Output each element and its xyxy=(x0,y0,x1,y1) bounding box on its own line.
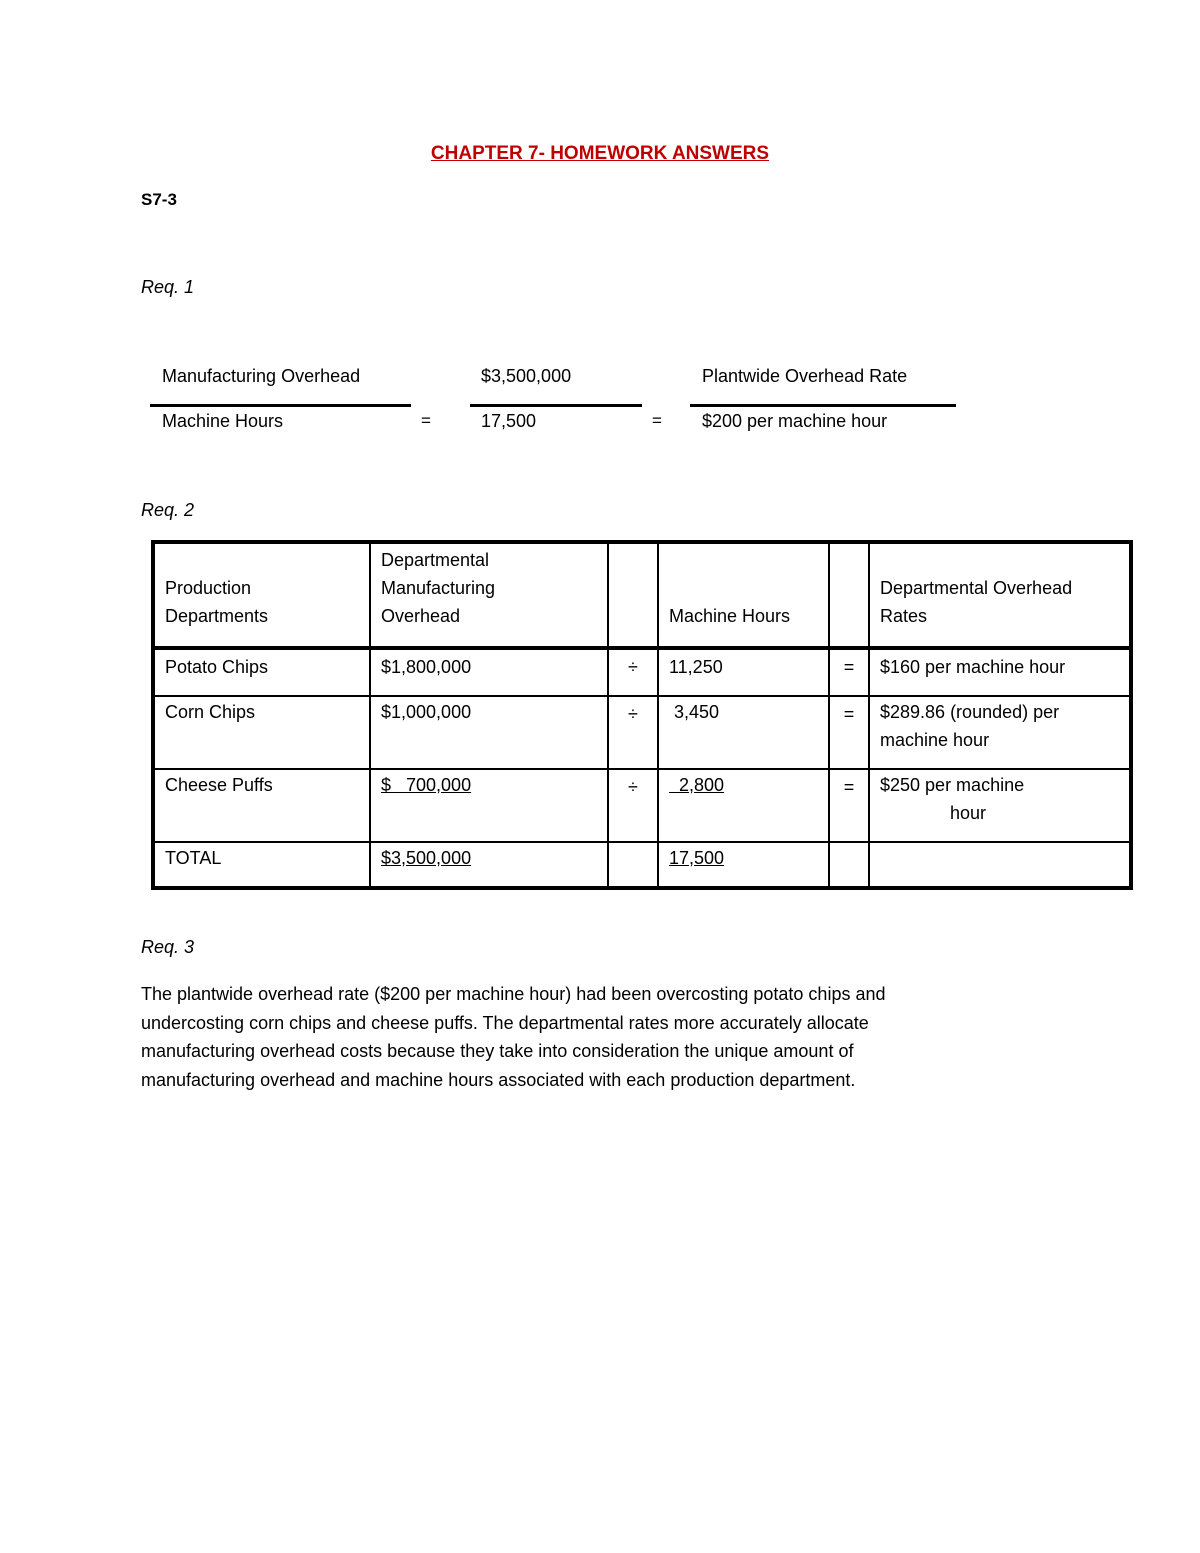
req1-numerator-2: $3,500,000 xyxy=(481,366,572,386)
equals-sign: = xyxy=(829,648,869,696)
equals-sign: = xyxy=(829,769,869,842)
equals-sign-2: = xyxy=(652,411,662,430)
header-departmental-overhead: Departmental Manufacturing Overhead xyxy=(370,542,608,648)
table-row xyxy=(153,696,1131,769)
header-blank-eq xyxy=(829,542,869,648)
page-title: CHAPTER 7- HOMEWORK ANSWERS xyxy=(430,143,770,164)
equals-sign: = xyxy=(829,696,869,769)
req1-denominator-3: $200 per machine hour xyxy=(702,411,888,431)
department-cell: Potato Chips xyxy=(153,648,370,696)
rate-cell: $250 per machine hour xyxy=(869,769,1131,842)
req1-label: Req. 1 xyxy=(141,277,195,297)
total-hours: 17,500 xyxy=(658,842,829,888)
department-cell: Corn Chips xyxy=(153,696,370,769)
blank-cell xyxy=(608,842,658,888)
divide-sign: ÷ xyxy=(608,769,658,842)
hours-cell: 11,250 xyxy=(658,648,829,696)
fraction-bar-1 xyxy=(150,404,411,407)
divide-sign: ÷ xyxy=(608,648,658,696)
header-blank-op xyxy=(608,542,658,648)
overhead-cell: $1,000,000 xyxy=(370,696,608,769)
rate-cell: $160 per machine hour xyxy=(869,648,1131,696)
header-production-departments: Production Departments xyxy=(153,542,370,648)
total-label: TOTAL xyxy=(153,842,370,888)
header-overhead-rates: Departmental Overhead Rates xyxy=(869,542,1131,648)
req1-denominator-2: 17,500 xyxy=(481,411,537,431)
equals-sign-1: = xyxy=(421,411,431,430)
req1-numerator-3: Plantwide Overhead Rate xyxy=(702,366,908,386)
table-total-row xyxy=(153,842,1131,888)
fraction-bar-3 xyxy=(690,404,956,407)
req3-label: Req. 3 xyxy=(141,937,195,957)
fraction-bar-2 xyxy=(470,404,642,407)
blank-cell xyxy=(869,842,1131,888)
req1-denominator-1: Machine Hours xyxy=(162,411,284,431)
req1-numerator-1: Manufacturing Overhead xyxy=(162,366,361,386)
table-header-row xyxy=(153,542,1131,648)
header-machine-hours: Machine Hours xyxy=(658,542,829,648)
blank-cell xyxy=(829,842,869,888)
divide-sign: ÷ xyxy=(608,696,658,769)
hours-cell: 2,800 xyxy=(658,769,829,842)
problem-number: S7-3 xyxy=(141,190,177,209)
table-row xyxy=(153,648,1131,696)
hours-cell: 3,450 xyxy=(658,696,829,769)
departmental-rates-table xyxy=(151,540,1133,890)
overhead-cell: $ 700,000 xyxy=(370,769,608,842)
req2-label: Req. 2 xyxy=(141,500,195,520)
overhead-cell: $1,800,000 xyxy=(370,648,608,696)
rate-cell: $289.86 (rounded) per machine hour xyxy=(869,696,1131,769)
total-overhead: $3,500,000 xyxy=(370,842,608,888)
department-cell: Cheese Puffs xyxy=(153,769,370,842)
table-row xyxy=(153,769,1131,842)
req3-answer-paragraph: The plantwide overhead rate ($200 per machine hour) had been overcosting potato chips and undercosting corn chips and cheese puffs. The departmental rates more accurately allocate manufacturing overhead costs because they take into consideration the unique amount of manufacturing overhead and machine hours associated with each production department. xyxy=(141,984,886,1090)
